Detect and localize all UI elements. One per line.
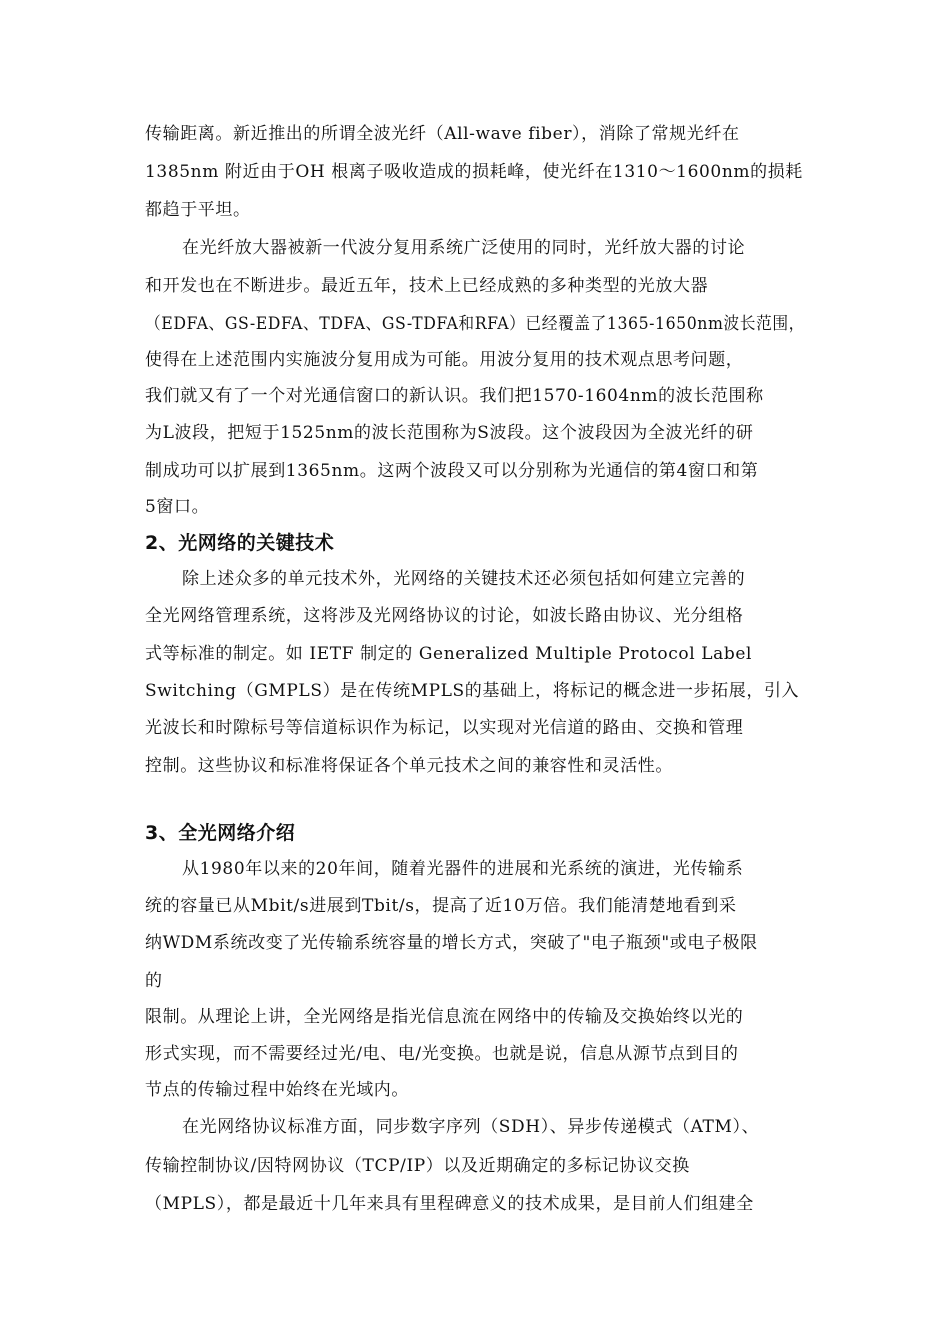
text-line: 制成功可以扩展到1365nm。这两个波段又可以分别称为光通信的第4窗口和第 bbox=[145, 461, 759, 481]
text-line: 使得在上述范围内实施波分复用成为可能。用波分复用的技术观点思考问题， bbox=[145, 350, 744, 370]
text-line: 都趋于平坦。 bbox=[145, 200, 251, 220]
text-line: 节点的传输过程中始终在光域内。 bbox=[145, 1080, 409, 1100]
section-heading: 2、光网络的关键技术 bbox=[145, 532, 335, 554]
text-line: 传输控制协议/因特网协议（TCP/IP）以及近期确定的多标记协议交换 bbox=[145, 1156, 690, 1176]
text-line: 全光网络管理系统，这将涉及光网络协议的讨论，如波长路由协议、光分组格 bbox=[145, 606, 744, 626]
text-line: 式等标准的制定。如 IETF 制定的 Generalized Multiple Protocol Label bbox=[145, 644, 753, 664]
text-line: （EDFA、GS-EDFA、TDFA、GS-TDFA和RFA）已经覆盖了1365-1650nm波长范围， bbox=[145, 314, 805, 334]
text-line: 形式实现，而不需要经过光/电、电/光变换。也就是说，信息从源节点到目的 bbox=[145, 1044, 739, 1064]
text-line: 在光纤放大器被新一代波分复用系统广泛使用的同时，光纤放大器的讨论 bbox=[182, 238, 746, 258]
text-line: 传输距离。新近推出的所谓全波光纤（All-wave fiber），消除了常规光纤在 bbox=[145, 124, 740, 144]
text-line: （MPLS），都是最近十几年来具有里程碑意义的技术成果，是目前人们组建全 bbox=[145, 1194, 754, 1214]
text-line: 光波长和时隙标号等信道标识作为标记，以实现对光信道的路由、交换和管理 bbox=[145, 718, 744, 738]
text-line: 在光网络协议标准方面，同步数字序列（SDH）、异步传递模式（ATM）、 bbox=[182, 1117, 760, 1137]
text-line: 为L波段，把短于1525nm的波长范围称为S波段。这个波段因为全波光纤的研 bbox=[145, 423, 754, 443]
text-line: 从1980年以来的20年间，随着光器件的进展和光系统的演进，光传输系 bbox=[182, 859, 744, 879]
section-heading: 3、全光网络介绍 bbox=[145, 822, 296, 844]
text-line: Switching（GMPLS）是在传统MPLS的基础上，将标记的概念进一步拓展，引入 bbox=[145, 681, 800, 701]
text-line: 纳WDM系统改变了光传输系统容量的增长方式，突破了"电子瓶颈"或电子极限 bbox=[145, 933, 758, 953]
text-line: 1385nm 附近由于OH 根离子吸收造成的损耗峰，使光纤在1310～1600nm的损耗 bbox=[145, 162, 803, 182]
text-line: 除上述众多的单元技术外，光网络的关键技术还必须包括如何建立完善的 bbox=[182, 569, 746, 589]
text-line: 的 bbox=[145, 971, 163, 991]
text-line: 我们就又有了一个对光通信窗口的新认识。我们把1570-1604nm的波长范围称 bbox=[145, 386, 764, 406]
text-line: 统的容量已从Mbit/s进展到Tbit/s，提高了近10万倍。我们能清楚地看到采 bbox=[145, 896, 737, 916]
text-line: 控制。这些协议和标准将保证各个单元技术之间的兼容性和灵活性。 bbox=[145, 756, 673, 776]
text-line: 5窗口。 bbox=[145, 497, 210, 517]
text-line: 限制。从理论上讲，全光网络是指光信息流在网络中的传输及交换始终以光的 bbox=[145, 1007, 744, 1027]
text-line: 和开发也在不断进步。最近五年，技术上已经成熟的多种类型的光放大器 bbox=[145, 276, 709, 296]
